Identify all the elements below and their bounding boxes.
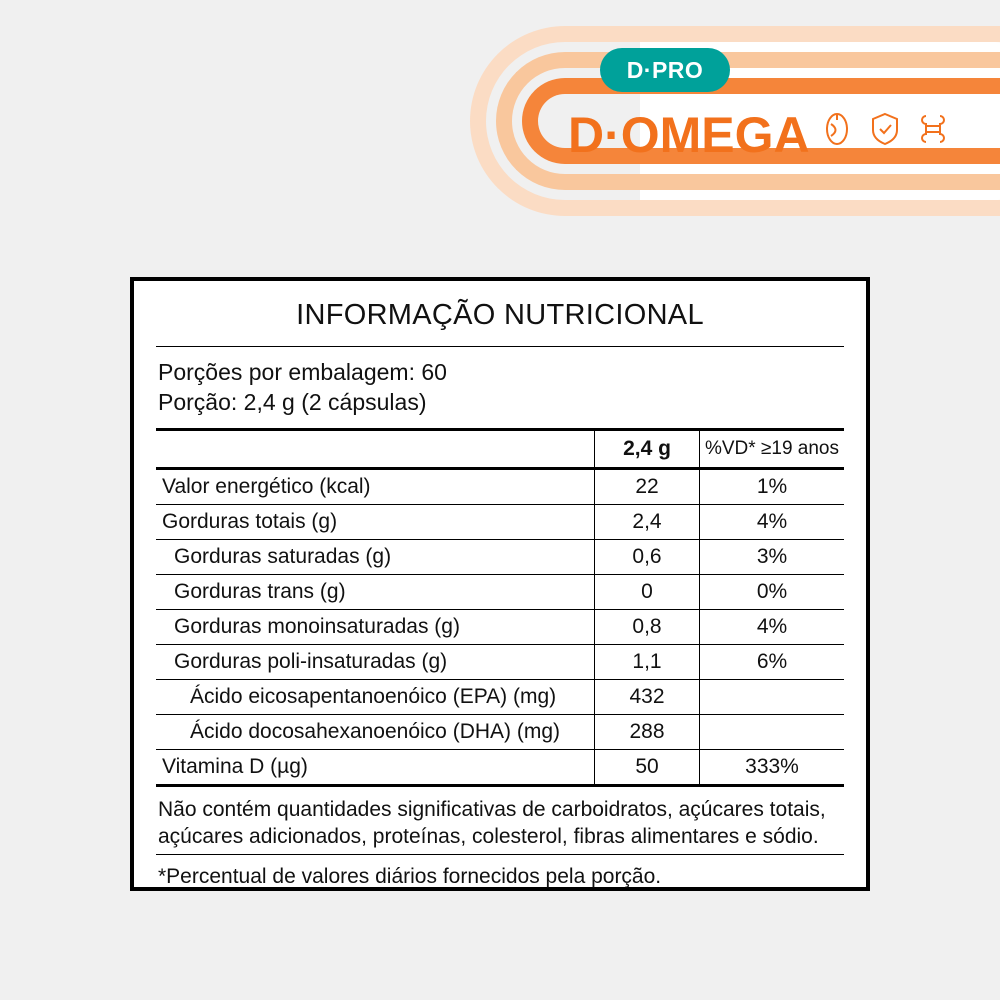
nutrient-dv: 0% — [700, 574, 845, 609]
nutrient-name: Gorduras saturadas (g) — [156, 539, 595, 574]
table-row — [156, 749, 844, 785]
nutrient-amount: 432 — [595, 679, 700, 714]
table-row — [156, 644, 844, 679]
nutrient-amount: 288 — [595, 714, 700, 749]
nutrient-dv — [700, 679, 845, 714]
nutrition-facts-panel — [130, 277, 870, 891]
note-insignificant: Não contém quantidades significativas de carboidratos, açúcares totais, açúcares adicionados, proteínas, colesterol, fibras alimentares e sódio. — [158, 797, 826, 848]
col-header-dv: %VD* ≥19 anos — [700, 429, 845, 468]
nutrient-amount: 1,1 — [595, 644, 700, 679]
nutrient-dv: 3% — [700, 539, 845, 574]
nutrient-dv — [700, 714, 845, 749]
table-row — [156, 574, 844, 609]
nutrient-name: Valor energético (kcal) — [156, 468, 595, 504]
brand-banner — [0, 0, 1000, 240]
table-row — [156, 679, 844, 714]
nutrient-name: Ácido eicosapentanoenóico (EPA) (mg) — [156, 679, 595, 714]
nutrient-amount: 2,4 — [595, 504, 700, 539]
nutrient-name: Gorduras trans (g) — [156, 574, 595, 609]
table-row — [156, 504, 844, 539]
nutrient-dv: 1% — [700, 468, 845, 504]
brand-icon-group — [822, 112, 948, 146]
table-row — [156, 714, 844, 749]
stripe-band-bottom-light — [640, 200, 1000, 216]
nutrient-dv: 4% — [700, 504, 845, 539]
nutrient-dv: 6% — [700, 644, 845, 679]
bone-joint-icon — [918, 112, 948, 146]
dpro-badge: D·PRO — [600, 48, 730, 92]
fish-oil-capsule-icon — [822, 112, 852, 146]
nutrient-amount: 22 — [595, 468, 700, 504]
shield-icon — [870, 112, 900, 146]
nutrient-amount: 0 — [595, 574, 700, 609]
table-row — [156, 539, 844, 574]
table-row — [156, 609, 844, 644]
nutrient-amount: 50 — [595, 749, 700, 785]
nutrient-name: Gorduras poli-insaturadas (g) — [156, 644, 595, 679]
nutrient-dv: 4% — [700, 609, 845, 644]
table-header-row — [156, 429, 844, 468]
nutrient-name: Vitamina D (µg) — [156, 749, 595, 785]
nutrient-name: Gorduras totais (g) — [156, 504, 595, 539]
servings-per-package: Porções por embalagem: 60 — [158, 359, 447, 385]
nutrition-table — [156, 428, 844, 787]
table-row — [156, 468, 844, 504]
brand-name: D·OMEGA — [568, 107, 810, 163]
servings-block — [134, 347, 866, 428]
stripe-band-bottom-mid — [640, 174, 1000, 190]
col-header-nutrient — [156, 429, 595, 468]
note-daily-values: *Percentual de valores diários fornecidos pela porção. — [158, 865, 662, 889]
serving-size: Porção: 2,4 g (2 cápsulas) — [158, 389, 427, 416]
nutrient-dv: 333% — [700, 749, 845, 785]
nutrient-amount: 0,6 — [595, 539, 700, 574]
stripe-band-top-light — [640, 26, 1000, 42]
nutrient-name: Ácido docosahexanoenóico (DHA) (mg) — [156, 714, 595, 749]
nutrient-amount: 0,8 — [595, 609, 700, 644]
col-header-amount: 2,4 g — [595, 429, 700, 468]
panel-title: INFORMAÇÃO NUTRICIONAL — [296, 299, 704, 331]
nutrient-name: Gorduras monoinsaturadas (g) — [156, 609, 595, 644]
